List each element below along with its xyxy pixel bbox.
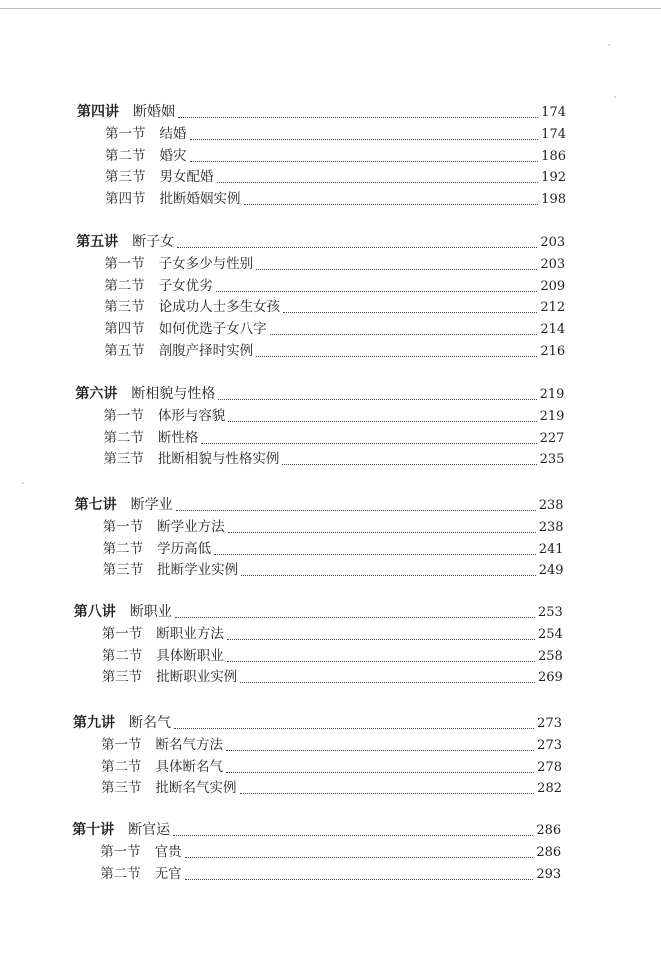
section-title: 批断学业实例 bbox=[157, 562, 239, 579]
toc-section-row bbox=[103, 430, 564, 447]
chapter-number: 第六讲 bbox=[75, 386, 118, 402]
chapter-number: 第五讲 bbox=[76, 234, 119, 250]
toc-section-row bbox=[104, 343, 565, 360]
section-title: 官贵 bbox=[154, 843, 182, 860]
toc-section-row bbox=[105, 148, 566, 165]
page-number: 278 bbox=[537, 759, 562, 775]
section-number: 第三节 bbox=[102, 562, 144, 579]
dot-leader bbox=[178, 117, 538, 118]
chapter-number: 第十讲 bbox=[72, 822, 115, 838]
dot-leader bbox=[244, 204, 539, 205]
section-title: 男女配婚 bbox=[159, 169, 214, 186]
chapter-title: 断职业 bbox=[129, 604, 172, 620]
dot-leader bbox=[256, 356, 537, 357]
section-title: 具体断职业 bbox=[156, 647, 224, 664]
section-number: 第二节 bbox=[105, 147, 146, 164]
section-title: 断职业方法 bbox=[156, 625, 224, 642]
chapter-title: 断子女 bbox=[132, 234, 175, 250]
section-number: 第一节 bbox=[104, 255, 145, 272]
page-number: 212 bbox=[540, 300, 566, 316]
chapter-number: 第八讲 bbox=[73, 604, 116, 620]
chapter-title: 断官运 bbox=[128, 822, 171, 838]
section-title: 婚灾 bbox=[159, 147, 187, 164]
section-number: 第一节 bbox=[103, 407, 144, 424]
section-title: 断学业方法 bbox=[157, 518, 225, 535]
section-title: 断名气方法 bbox=[155, 736, 223, 753]
page-number: 273 bbox=[537, 716, 562, 731]
toc-section-row bbox=[103, 519, 564, 536]
dot-leader bbox=[214, 554, 536, 555]
section-number: 第二节 bbox=[104, 277, 145, 294]
page-number: 282 bbox=[537, 781, 562, 797]
section-number: 第三节 bbox=[105, 169, 146, 186]
dot-leader bbox=[173, 835, 533, 836]
page-number: 254 bbox=[537, 626, 563, 642]
section-title: 具体断名气 bbox=[155, 758, 223, 775]
chapter-number: 第四讲 bbox=[77, 104, 119, 120]
chapter-title: 断学业 bbox=[130, 497, 173, 513]
toc-chapter-row bbox=[76, 234, 565, 251]
page-number: 235 bbox=[539, 452, 565, 468]
section-number: 第二节 bbox=[102, 540, 144, 557]
toc-section-row bbox=[102, 626, 563, 643]
dot-leader bbox=[201, 443, 536, 444]
page-number: 286 bbox=[536, 823, 562, 838]
dot-leader bbox=[174, 728, 534, 729]
page-number: 174 bbox=[541, 126, 566, 142]
toc-section-row bbox=[102, 648, 563, 665]
dot-leader bbox=[226, 772, 534, 773]
section-number: 第二节 bbox=[101, 647, 143, 664]
chapter-number: 第七讲 bbox=[74, 497, 117, 513]
toc-section-row bbox=[101, 737, 562, 754]
chapter-title: 断相貌与性格 bbox=[131, 386, 216, 402]
section-number: 第四节 bbox=[104, 321, 145, 338]
section-title: 批断相貌与性格实例 bbox=[157, 451, 280, 468]
section-title: 批断职业实例 bbox=[156, 669, 238, 686]
dot-leader bbox=[282, 464, 536, 465]
section-number: 第五节 bbox=[104, 343, 145, 359]
chapter-number: 第九讲 bbox=[73, 715, 115, 731]
section-title: 子女优劣 bbox=[158, 277, 213, 294]
section-number: 第二节 bbox=[100, 865, 141, 882]
page-number: 219 bbox=[539, 408, 565, 424]
section-title: 批断婚姻实例 bbox=[159, 191, 241, 208]
section-title: 子女多少与性别 bbox=[158, 255, 254, 272]
dot-leader bbox=[226, 750, 534, 751]
page-number: 258 bbox=[537, 648, 563, 664]
section-number: 第四节 bbox=[105, 191, 146, 208]
dot-leader bbox=[228, 532, 536, 533]
toc-section-row bbox=[103, 541, 564, 558]
page-number: 214 bbox=[540, 322, 566, 338]
page-number: 192 bbox=[541, 170, 566, 186]
page-number: 203 bbox=[540, 256, 566, 272]
dot-leader bbox=[218, 399, 536, 400]
dot-leader bbox=[185, 857, 534, 858]
page-number: 198 bbox=[541, 192, 566, 208]
section-number: 第一节 bbox=[100, 843, 141, 860]
section-number: 第三节 bbox=[101, 780, 142, 797]
page-number: 186 bbox=[541, 148, 566, 164]
dot-leader bbox=[283, 312, 537, 313]
dot-leader bbox=[216, 291, 538, 292]
page-number: 227 bbox=[539, 430, 565, 446]
page-number: 241 bbox=[538, 541, 564, 557]
toc-section-row bbox=[104, 256, 565, 273]
page-number: 209 bbox=[540, 278, 566, 294]
toc-section-row bbox=[101, 759, 562, 776]
toc-section-row bbox=[104, 278, 565, 295]
page-number: 293 bbox=[536, 866, 562, 882]
top-rule bbox=[0, 8, 661, 9]
toc-chapter-row bbox=[72, 822, 561, 839]
dot-leader bbox=[190, 139, 539, 140]
dot-leader bbox=[175, 617, 535, 618]
chapter-title: 断婚姻 bbox=[133, 104, 175, 120]
section-number: 第一节 bbox=[101, 736, 142, 753]
dot-leader bbox=[176, 510, 536, 511]
section-number: 第二节 bbox=[103, 429, 144, 446]
section-title: 断性格 bbox=[157, 429, 199, 446]
section-title: 如何优选子女八字 bbox=[158, 321, 267, 338]
toc-section-row bbox=[105, 126, 566, 143]
toc-section-row bbox=[100, 844, 561, 861]
page-number: 238 bbox=[538, 498, 564, 513]
scan-speck bbox=[22, 482, 24, 484]
page-number: 253 bbox=[537, 605, 563, 620]
toc-section-row bbox=[103, 562, 564, 579]
toc-chapter-row bbox=[75, 497, 564, 514]
page-number: 174 bbox=[541, 105, 566, 120]
toc-chapter-row bbox=[73, 715, 562, 732]
section-number: 第一节 bbox=[105, 125, 146, 142]
dot-leader bbox=[241, 575, 536, 576]
page-number: 238 bbox=[538, 519, 564, 535]
dot-leader bbox=[227, 661, 535, 662]
section-number: 第三节 bbox=[104, 299, 145, 316]
chapter-title: 断名气 bbox=[129, 715, 171, 731]
section-number: 第二节 bbox=[101, 758, 142, 775]
section-number: 第一节 bbox=[101, 625, 143, 642]
dot-leader bbox=[227, 639, 535, 640]
dot-leader bbox=[256, 269, 537, 270]
scan-speck bbox=[608, 44, 610, 46]
scan-speck bbox=[614, 96, 616, 98]
toc-section-row bbox=[101, 780, 562, 797]
section-title: 论成功人士多生女孩 bbox=[158, 299, 281, 316]
dot-leader bbox=[177, 247, 537, 248]
section-number: 第三节 bbox=[103, 451, 144, 468]
toc-section-row bbox=[105, 169, 566, 186]
dot-leader bbox=[240, 793, 535, 794]
section-number: 第三节 bbox=[101, 669, 143, 686]
toc-section-row bbox=[104, 299, 565, 316]
dot-leader bbox=[185, 879, 534, 880]
dot-leader bbox=[240, 682, 535, 683]
page-number: 249 bbox=[538, 563, 564, 579]
page-number: 203 bbox=[540, 235, 566, 250]
dot-leader bbox=[270, 334, 538, 335]
toc-chapter-row bbox=[74, 604, 563, 621]
toc-section-row bbox=[105, 191, 566, 208]
page-number: 216 bbox=[540, 344, 566, 359]
toc-section-row bbox=[103, 451, 564, 468]
section-number: 第一节 bbox=[102, 518, 144, 535]
page-number: 269 bbox=[537, 670, 563, 686]
toc-chapter-row bbox=[75, 386, 564, 403]
toc-section-row bbox=[103, 408, 564, 425]
section-title: 无官 bbox=[154, 865, 182, 882]
page-number: 219 bbox=[539, 387, 565, 402]
dot-leader bbox=[217, 182, 539, 183]
section-title: 批断名气实例 bbox=[155, 780, 237, 797]
page-number: 286 bbox=[536, 844, 562, 860]
dot-leader bbox=[190, 161, 539, 162]
toc-section-row bbox=[102, 669, 563, 686]
dot-leader bbox=[228, 421, 536, 422]
toc-section-row bbox=[100, 866, 561, 883]
section-title: 学历高低 bbox=[157, 540, 212, 557]
section-title: 结婚 bbox=[159, 125, 187, 142]
section-title: 剖腹产择时实例 bbox=[158, 343, 254, 359]
page-number: 273 bbox=[537, 737, 562, 753]
toc-chapter-row bbox=[77, 104, 566, 121]
toc-section-row bbox=[104, 321, 565, 338]
section-title: 体形与容貌 bbox=[157, 407, 226, 424]
